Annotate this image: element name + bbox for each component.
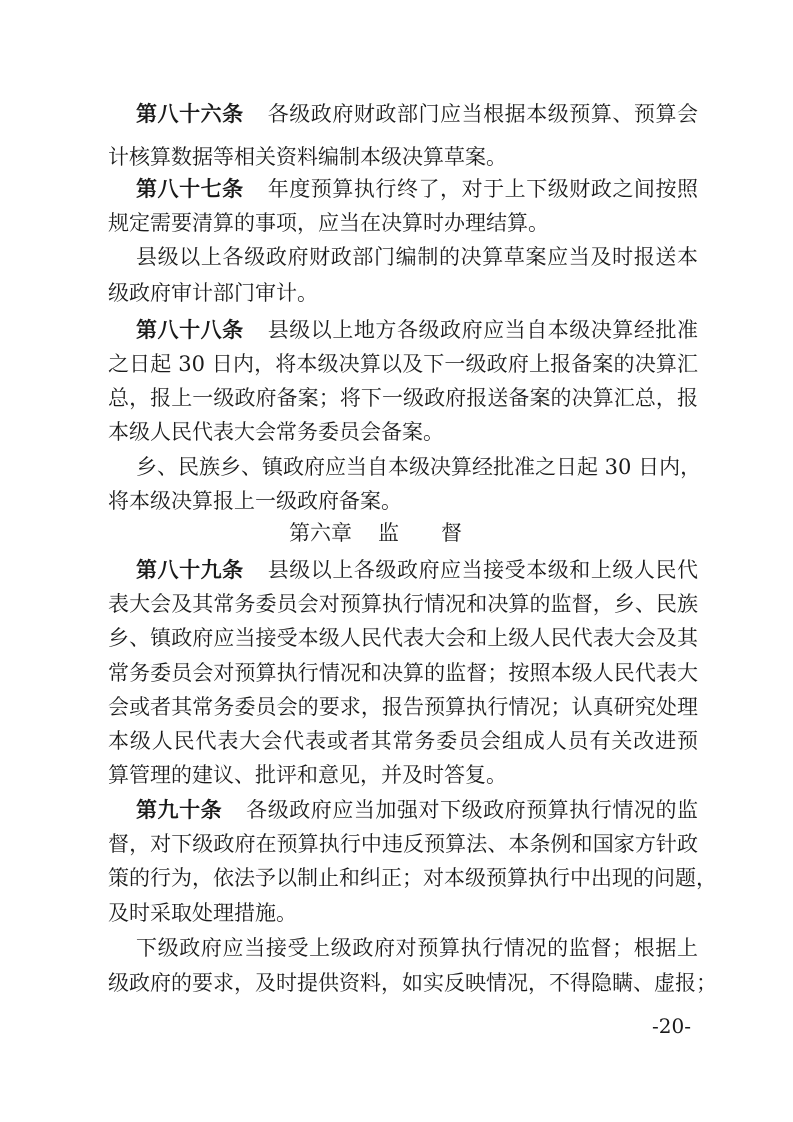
chapter-heading	[0, 516, 793, 550]
article-89-first-line	[136, 553, 698, 587]
article-90-line: 策的行为，依法予以制止和纠正；对本级预算执行中出现的问题，	[108, 866, 717, 890]
article-87-paragraph-2-line: 级政府审计部门审计。	[108, 281, 318, 305]
article-86-first-line	[136, 97, 698, 131]
article-87-paragraph-2: 县级以上各级政府财政部门编制的决算草案应当及时报送本	[136, 245, 698, 269]
chapter-number: 第六章	[289, 521, 352, 545]
article-87-line: 规定需要清算的事项，应当在决算时办理结算。	[108, 211, 549, 235]
article-90-paragraph-2-line: 级政府的要求，及时提供资料，如实反映情况，不得隐瞒、虚报；	[108, 971, 717, 995]
article-90-first-line	[136, 793, 698, 827]
article-87-number: 第八十七条	[136, 177, 244, 201]
article-88-paragraph-2-line: 将本级决算报上一级政府备案。	[108, 489, 402, 513]
chapter-title: 监督	[378, 521, 504, 545]
article-90-paragraph-2: 下级政府应当接受上级政府对预算执行情况的监督；根据上	[136, 936, 698, 960]
article-89-line: 乡、镇政府应当接受本级人民代表大会和上级人民代表大会及其	[108, 626, 698, 650]
article-89-number: 第八十九条	[136, 558, 244, 582]
article-89-line: 常务委员会对预算执行情况和决算的监督；按照本级人民代表大	[108, 661, 698, 685]
article-86-text: 各级政府财政部门应当根据本级预算、预算会	[267, 102, 699, 126]
article-86-line: 计核算数据等相关资料编制本级决算草案。	[108, 145, 507, 169]
page-number: -20-	[652, 1014, 691, 1038]
article-90-number: 第九十条	[136, 798, 223, 822]
article-87-text: 年度预算执行终了，对于上下级财政之间按照	[267, 177, 699, 201]
article-88-line: 总，报上一级政府备案；将下一级政府报送备案的决算汇总，报	[108, 386, 698, 410]
article-90-line: 督，对下级政府在预算执行中违反预算法、本条例和国家方针政	[108, 832, 698, 856]
article-88-line: 本级人民代表大会常务委员会备案。	[108, 420, 444, 444]
article-88-paragraph-2: 乡、民族乡、镇政府应当自本级决算经批准之日起 30 日内，	[136, 455, 702, 479]
article-86-number: 第八十六条	[136, 102, 244, 126]
article-89-line: 表大会及其常务委员会对预算执行情况和决算的监督，乡、民族	[108, 592, 698, 616]
article-88-text: 县级以上地方各级政府应当自本级决算经批准	[267, 318, 699, 342]
article-90-line: 及时采取处理措施。	[108, 901, 297, 925]
article-89-line: 本级人民代表大会代表或者其常务委员会组成人员有关改进预	[108, 729, 698, 753]
article-90-text: 各级政府应当加强对下级政府预算执行情况的监	[246, 798, 699, 822]
article-89-text: 县级以上各级政府应当接受本级和上级人民代	[267, 558, 699, 582]
article-87-first-line	[136, 172, 698, 206]
article-88-number: 第八十八条	[136, 318, 244, 342]
article-89-line: 会或者其常务委员会的要求，报告预算执行情况；认真研究处理	[108, 695, 698, 719]
article-88-line: 之日起 30 日内，将本级决算以及下一级政府上报备案的决算汇	[108, 352, 698, 376]
article-89-line: 算管理的建议、批评和意见，并及时答复。	[108, 763, 507, 787]
article-88-first-line	[136, 313, 698, 347]
